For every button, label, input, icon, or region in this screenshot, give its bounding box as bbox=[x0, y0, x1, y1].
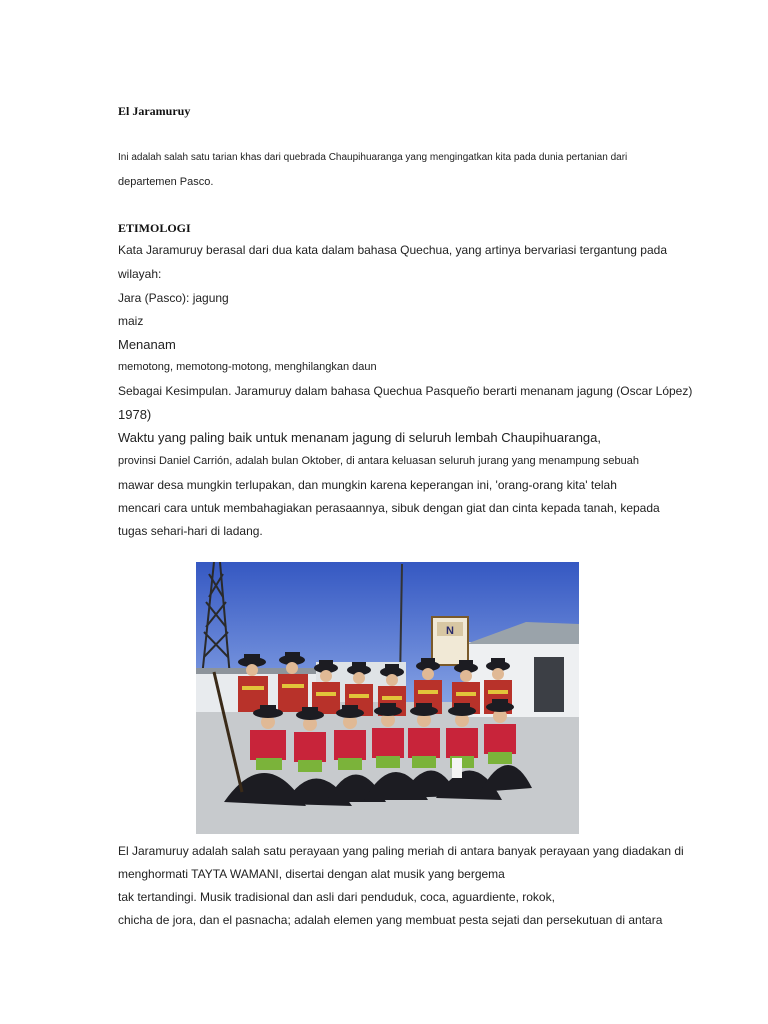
after-photo-line-2: menghormati TAYTA WAMANI, disertai dengan alat musik yang bergema bbox=[118, 867, 505, 881]
intro-line-1: Ini adalah salah satu tarian khas dari quebrada Chaupihuaranga yang mengingatkan kita pada dunia pertanian dari bbox=[118, 152, 628, 163]
intro-line-2: departemen Pasco. bbox=[118, 176, 214, 188]
etymology-line-13: tugas sehari-hari di ladang. bbox=[118, 524, 263, 538]
after-photo-line-3: tak tertandingi. Musik tradisional dan asli dari penduduk, coca, aguardiente, rokok, bbox=[118, 890, 555, 904]
etymology-line-11: mawar desa mungkin terlupakan, dan mungkin karena keperangan ini, 'orang-orang kita' telah bbox=[118, 478, 617, 492]
etymology-line-3: Jara (Pasco): jagung bbox=[118, 291, 229, 305]
etymology-line-5: Menanam bbox=[118, 337, 176, 352]
after-photo-line-4: chicha de jora, dan el pasnacha; adalah elemen yang membuat pesta sejati dan persekutuan di antara bbox=[118, 913, 663, 927]
etymology-line-2: wilayah: bbox=[118, 267, 162, 281]
white-bag bbox=[452, 758, 462, 778]
sign-letter: N bbox=[446, 625, 454, 637]
etymology-line-6: memotong, memotong-motong, menghilangkan daun bbox=[118, 361, 377, 373]
etymology-line-10: provinsi Daniel Carrión, adalah bulan Oktober, di antara keluasan seluruh jurang yang menampung sebuah bbox=[118, 455, 639, 467]
etymology-line-4: maiz bbox=[118, 314, 144, 328]
after-photo-line-1: El Jaramuruy adalah salah satu perayaan yang paling meriah di antara banyak perayaan yang diadakan di bbox=[118, 844, 684, 858]
dancers-photo bbox=[196, 562, 579, 834]
doorway bbox=[534, 657, 564, 712]
etymology-line-1: Kata Jaramuruy berasal dari dua kata dalam bahasa Quechua, yang artinya bervariasi tergantung pada bbox=[118, 243, 668, 257]
etymology-line-8: 1978) bbox=[118, 407, 152, 422]
section-heading: ETIMOLOGI bbox=[118, 221, 191, 235]
etymology-line-9: Waktu yang paling baik untuk menanam jagung di seluruh lembah Chaupihuaranga, bbox=[118, 430, 601, 445]
page-title: El Jaramuruy bbox=[118, 104, 191, 118]
etymology-line-7: Sebagai Kesimpulan. Jaramuruy dalam bahasa Quechua Pasqueño berarti menanam jagung (Oscar López) bbox=[118, 384, 693, 398]
etymology-line-12: mencari cara untuk membahagiakan perasaannya, sibuk dengan giat dan cinta kepada tanah, kepada bbox=[118, 501, 660, 515]
dancers-photo-illustration bbox=[196, 562, 579, 834]
